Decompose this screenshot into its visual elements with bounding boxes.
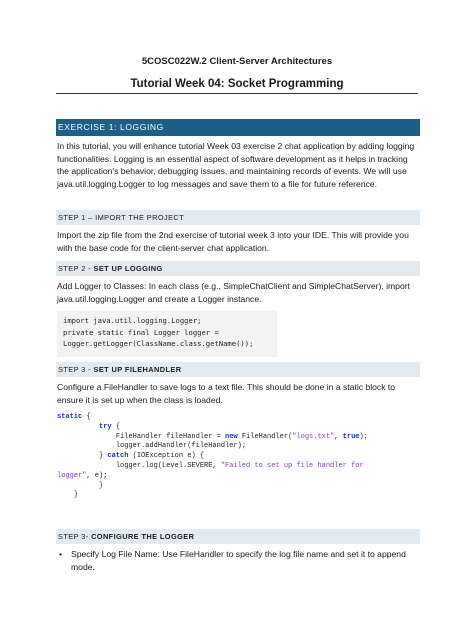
bullet-icon: • xyxy=(59,549,63,559)
step1-text: Import the zip file from the 2nd exercise of tutorial week 3 into your IDE. This will provide you with the base code for the client-server chat application. xyxy=(57,230,409,253)
step3-heading xyxy=(56,362,420,377)
course-code: 5COSC022W.2 Client-Server Architectures xyxy=(141,56,333,67)
step4-heading xyxy=(56,529,420,544)
tutorial-title: Tutorial Week 04: Socket Programming xyxy=(130,78,344,90)
code-line: private static final Logger logger = xyxy=(63,327,219,337)
step3-title: SET UP FILEHANDLER xyxy=(93,365,182,374)
code-line: } catch (IOException e) { xyxy=(99,452,205,461)
step3-prefix: STEP 3 - xyxy=(58,365,94,374)
code-line: static { xyxy=(57,413,91,421)
code-line: logger.log(Level.SEVERE, "Failed to set up file handler for xyxy=(115,461,364,470)
logger-code-block xyxy=(57,311,277,357)
title-divider xyxy=(56,93,418,94)
filehandler-code-block xyxy=(57,413,419,501)
bullet-text: Specify Log File Name: Use FileHandler to specify the log file name and set it to append mode. xyxy=(71,549,406,572)
step1-heading: STEP 1 – IMPORT THE PROJECT xyxy=(56,210,420,225)
code-line: logger", e); xyxy=(57,471,108,480)
step3-text: Configure a FileHandler to save logs to a text file. This should be done in a static block to ensure it is set up when the class is loaded. xyxy=(57,382,396,405)
code-line: } xyxy=(73,491,79,500)
exercise-heading: EXERCISE 1: LOGGING xyxy=(56,119,420,136)
step2-heading xyxy=(56,261,420,276)
step4-prefix: STEP 3- xyxy=(58,532,92,541)
code-line: FileHandler fileHandler = new FileHandler("logs.txt", true); xyxy=(115,432,368,441)
step2-prefix: STEP 2 - xyxy=(58,264,94,273)
code-line: } xyxy=(99,481,104,490)
exercise-intro: In this tutorial, you will enhance tutorial Week 03 exercise 2 chat application by adding logging functionalities. Logging is an essential aspect of software development as it helps in tracking the application's behavior, debugging issues, and maintaining records of events. We will use java.util.logging.Logger to log messages and save them to a file for future reference. xyxy=(57,141,415,189)
step2-title: SET UP LOGGING xyxy=(93,264,163,273)
code-line: import java.util.logging.Logger; xyxy=(63,316,202,325)
code-line: Logger.getLogger(ClassName.class.getName()); xyxy=(63,339,254,349)
code-line: try { xyxy=(99,422,121,431)
step2-text: Add Logger to Classes: In each class (e.g., SimpleChatClient and SimpleChatServer), import java.util.logging.Logger and create a Logger instance. xyxy=(57,281,410,304)
step4-title: CONFIGURE THE LOGGER xyxy=(91,532,195,541)
code-line: logger.addHandler(fileHandler); xyxy=(115,442,247,451)
